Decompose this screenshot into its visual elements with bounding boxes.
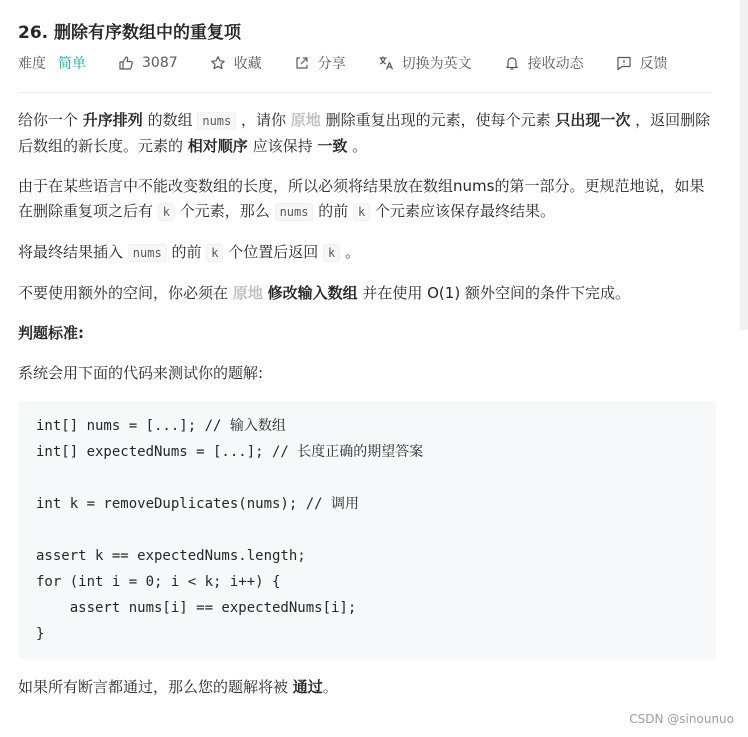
inline-code: k (158, 203, 175, 221)
judge-heading: 判题标准: (18, 324, 84, 342)
problem-description (18, 108, 716, 715)
scrollbar[interactable] (740, 0, 748, 330)
star-icon (210, 55, 226, 71)
notify-button[interactable] (504, 53, 584, 73)
description-paragraph-3: 将最终结果插入 nums 的前 k 个位置后返回 k 。 (18, 243, 361, 261)
code-line: int[] nums = [...]; // 输入数组 (36, 418, 286, 434)
thumbs-up-icon (118, 55, 134, 71)
inline-code: nums (128, 244, 167, 262)
share-button[interactable] (294, 53, 346, 73)
difficulty-badge: 简单 (58, 56, 86, 72)
inline-code: k (323, 244, 340, 262)
code-line: int[] expectedNums = [...]; // 长度正确的期望答案 (36, 444, 424, 460)
feedback-button[interactable] (616, 53, 668, 73)
code-line: int k = removeDuplicates(nums); // 调用 (36, 496, 360, 512)
inline-code: k (353, 203, 370, 221)
description-paragraph-1: 给你一个 升序排列 的数组 nums ，请你 原地 删除重复出现的元素，使每个元素 只出现一次 ，返回删除后数组的新长度。元素的 相对顺序 应该保持 一致 。 (18, 111, 711, 155)
code-line (36, 517, 698, 543)
final-paragraph: 如果所有断言都通过，那么您的题解将被 通过。 (18, 678, 338, 696)
switch-language-button[interactable] (378, 53, 472, 73)
judge-intro: 系统会用下面的代码来测试你的题解: (18, 364, 264, 382)
code-line (36, 465, 698, 491)
problem-title: 26. 删除有序数组中的重复项 (18, 23, 242, 43)
description-paragraph-2: 由于在某些语言中不能改变数组的长度，所以必须将结果放在数组nums的第一部分。更规范地说，如果在删除重复项之后有 k 个元素，那么 nums 的前 k 个元素应该保存最终结果。 (18, 177, 705, 220)
inline-code: k (206, 244, 223, 262)
bell-icon (504, 55, 520, 71)
difficulty-label: 难度 (18, 56, 46, 72)
header-divider (18, 92, 712, 93)
code-line: assert k == expectedNums.length; (36, 548, 306, 564)
switch-language-label: 切换为英文 (401, 56, 472, 72)
description-paragraph-4: 不要使用额外的空间，你必须在 原地 修改输入数组 并在使用 O(1) 额外空间的条件下完成。 (18, 284, 630, 302)
notify-label: 接收动态 (527, 56, 584, 72)
favorite-label: 收藏 (233, 56, 262, 72)
inline-code: nums (197, 112, 236, 130)
problem-meta-bar (18, 52, 700, 74)
feedback-label: 反馈 (639, 56, 668, 72)
like-count: 3087 (142, 55, 178, 71)
code-block (18, 401, 716, 659)
code-line: assert nums[i] == expectedNums[i]; (36, 600, 357, 616)
share-label: 分享 (317, 56, 346, 72)
code-line: for (int i = 0; i < k; i++) { (36, 574, 281, 590)
watermark: CSDN @sinounuo (629, 712, 734, 726)
like-button[interactable] (118, 55, 178, 71)
translate-icon (378, 55, 394, 71)
code-line: } (36, 626, 45, 642)
feedback-icon (616, 55, 632, 71)
inline-code: nums (275, 203, 314, 221)
favorite-button[interactable] (210, 53, 262, 73)
share-icon (294, 55, 310, 71)
